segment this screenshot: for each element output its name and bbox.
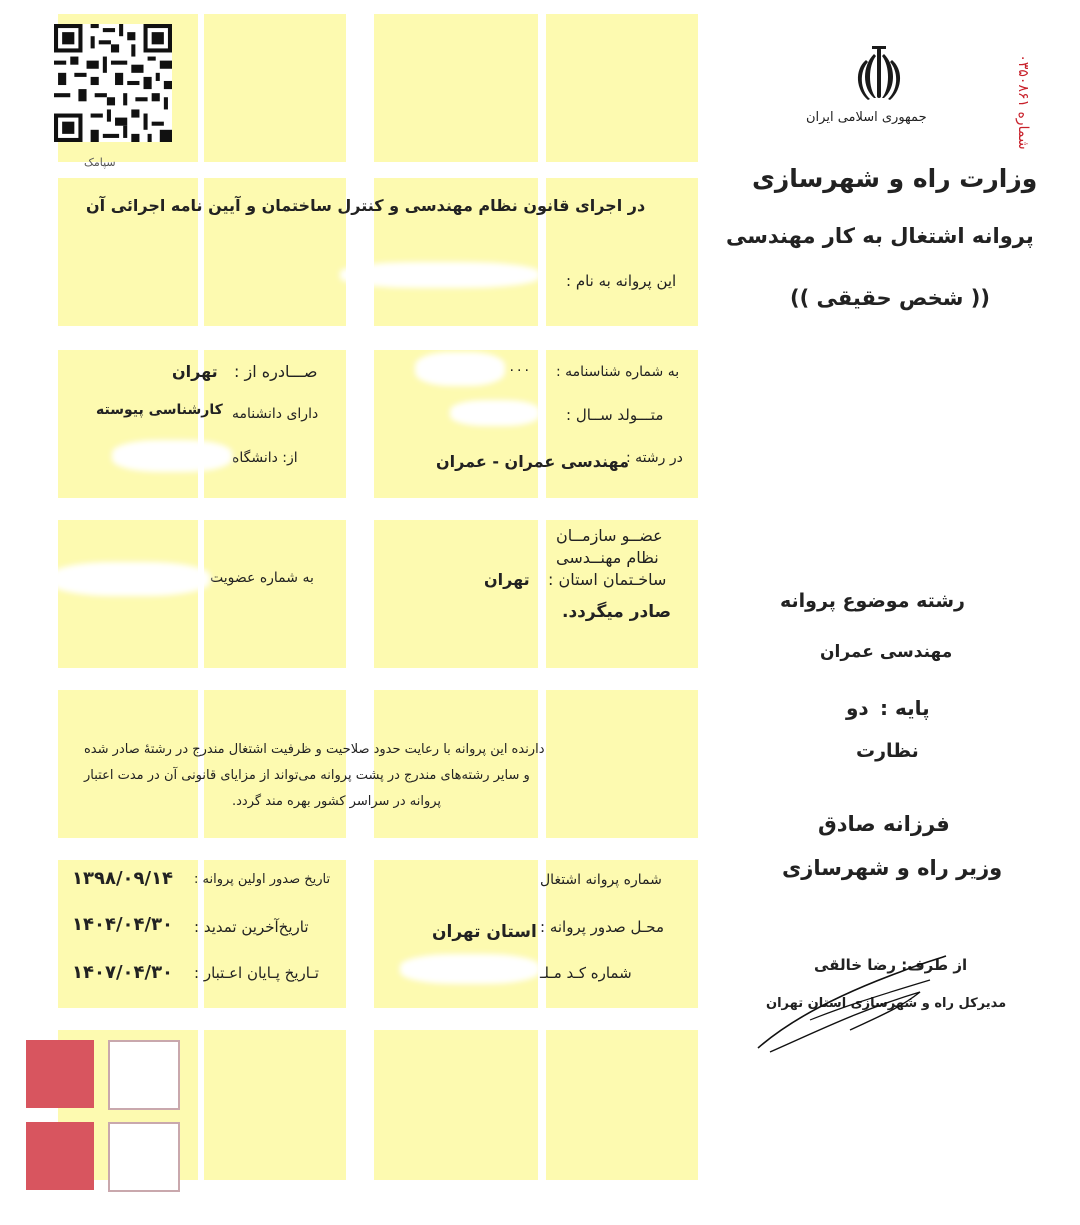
birth-year-label: متـــولد ســال : <box>566 406 664 424</box>
id-number-label: به شماره شناسنامه : <box>556 364 680 380</box>
stamp-swatch <box>108 1040 180 1110</box>
member-line-3: ساخـتمان استان : <box>548 570 667 589</box>
membership-label: به شماره عضویت <box>210 570 314 586</box>
redaction <box>450 400 540 426</box>
terms-line-3: پروانه در سراسر کشور بهره مند گردد. <box>232 794 442 809</box>
degree-label: دارای دانشنامه <box>232 406 319 422</box>
background-block <box>204 520 346 668</box>
background-block <box>204 690 346 838</box>
issued-from-value: تهران <box>172 362 218 381</box>
iran-emblem-icon <box>848 44 910 106</box>
last-renewal-label: تاریخ‌آخرین تمدید : <box>194 918 309 936</box>
terms-line-1: دارنده این پروانه با رعایت حدود صلاحیت و ظرفیت اشتغال مندرج در رشتهٔ صادر شده <box>84 742 545 757</box>
field-value: مهندسی عمران - عمران <box>436 452 630 471</box>
serial-value: ۰۳۵۰۸۶۱ <box>1015 54 1031 107</box>
first-issue-label: تاریخ صدور اولین پروانه : <box>194 872 331 887</box>
degree-value: کارشناسی پیوسته <box>96 402 223 418</box>
serial-number <box>1005 48 1031 156</box>
minister-title: وزیر راه و شهرسازی <box>782 856 1003 880</box>
province-value: تهران <box>484 570 530 589</box>
terms-line-2: و سایر رشته‌های مندرج در پشت پروانه می‌تواند از مزایای قانونی آن در مدت اعتبار <box>84 768 530 783</box>
university-label: از: دانشگاه <box>232 450 298 466</box>
background-block <box>204 14 346 162</box>
issued-text: صادر میگردد. <box>562 602 672 622</box>
national-code-label: شماره کـد مـلـ <box>540 964 632 982</box>
country-name: جمهوری اسلامی ایران <box>806 110 927 125</box>
id-number-value: ۰۰۰ <box>508 362 531 378</box>
grade-label: پایه : <box>880 696 930 720</box>
name-label: این پروانه به نام : <box>566 272 677 290</box>
scope-field: مهندسی عمران <box>820 642 953 662</box>
stamp-swatch <box>26 1040 94 1108</box>
person-type: (( شخص حقیقی )) <box>790 286 990 310</box>
expiry-value: ۱۴۰۷/۰۴/۳۰ <box>72 962 174 983</box>
issue-place-label: محـل صدور پروانه : <box>540 918 665 936</box>
intro-line: در اجرای قانون نظام مهندسی و کنترل ساختمان و آیین نامه اجرائی آن <box>86 196 646 215</box>
background-block <box>374 690 538 838</box>
redaction <box>415 352 505 386</box>
redaction <box>400 954 540 984</box>
serial-label: شماره <box>1015 111 1031 150</box>
last-renewal-value: ۱۴۰۴/۰۴/۳۰ <box>72 914 174 935</box>
redaction <box>50 562 210 596</box>
redaction <box>340 262 540 288</box>
scope-heading: رشته موضوع پروانه <box>780 590 965 612</box>
background-block <box>58 690 198 838</box>
scope-activity: نظارت <box>856 740 919 762</box>
member-line-1: عضــو سازمــان <box>556 526 663 545</box>
expiry-label: تـاریخ پـایان اعـتبار : <box>194 964 319 982</box>
background-block <box>374 14 538 162</box>
background-block <box>374 520 538 668</box>
background-block <box>204 1030 346 1180</box>
grade-value: دو <box>846 696 869 720</box>
qr-code-icon <box>54 24 172 142</box>
field-label: در رشته : <box>626 450 683 466</box>
license-title: پروانه اشتغال به کار مهندسی <box>726 224 1034 248</box>
minister-name: فرزانه صادق <box>818 812 950 836</box>
license-number-label: شماره پروانه اشتغال <box>540 872 662 888</box>
ministry-title: وزارت راه و شهرسازی <box>752 164 1038 193</box>
stamp-swatch <box>108 1122 180 1192</box>
on-behalf: از طرف: رضا خالقی <box>814 956 968 974</box>
issue-place-value: استان تهران <box>432 922 537 942</box>
background-block <box>374 1030 538 1180</box>
signatory-position: مدیرکل راه و شهرسازی استان تهران <box>766 996 1007 1011</box>
issued-from-label: صـــادره از : <box>234 362 318 381</box>
background-block <box>546 690 698 838</box>
stamp-swatch <box>26 1122 94 1190</box>
first-issue-value: ۱۳۹۸/۰۹/۱۴ <box>72 868 174 889</box>
qr-caption: سپامک <box>84 156 116 169</box>
member-line-2: نظام مهنــدسی <box>556 548 659 567</box>
background-block <box>546 14 698 162</box>
background-block <box>546 1030 698 1180</box>
redaction <box>112 440 232 472</box>
signature-scribble-icon <box>750 950 960 1060</box>
